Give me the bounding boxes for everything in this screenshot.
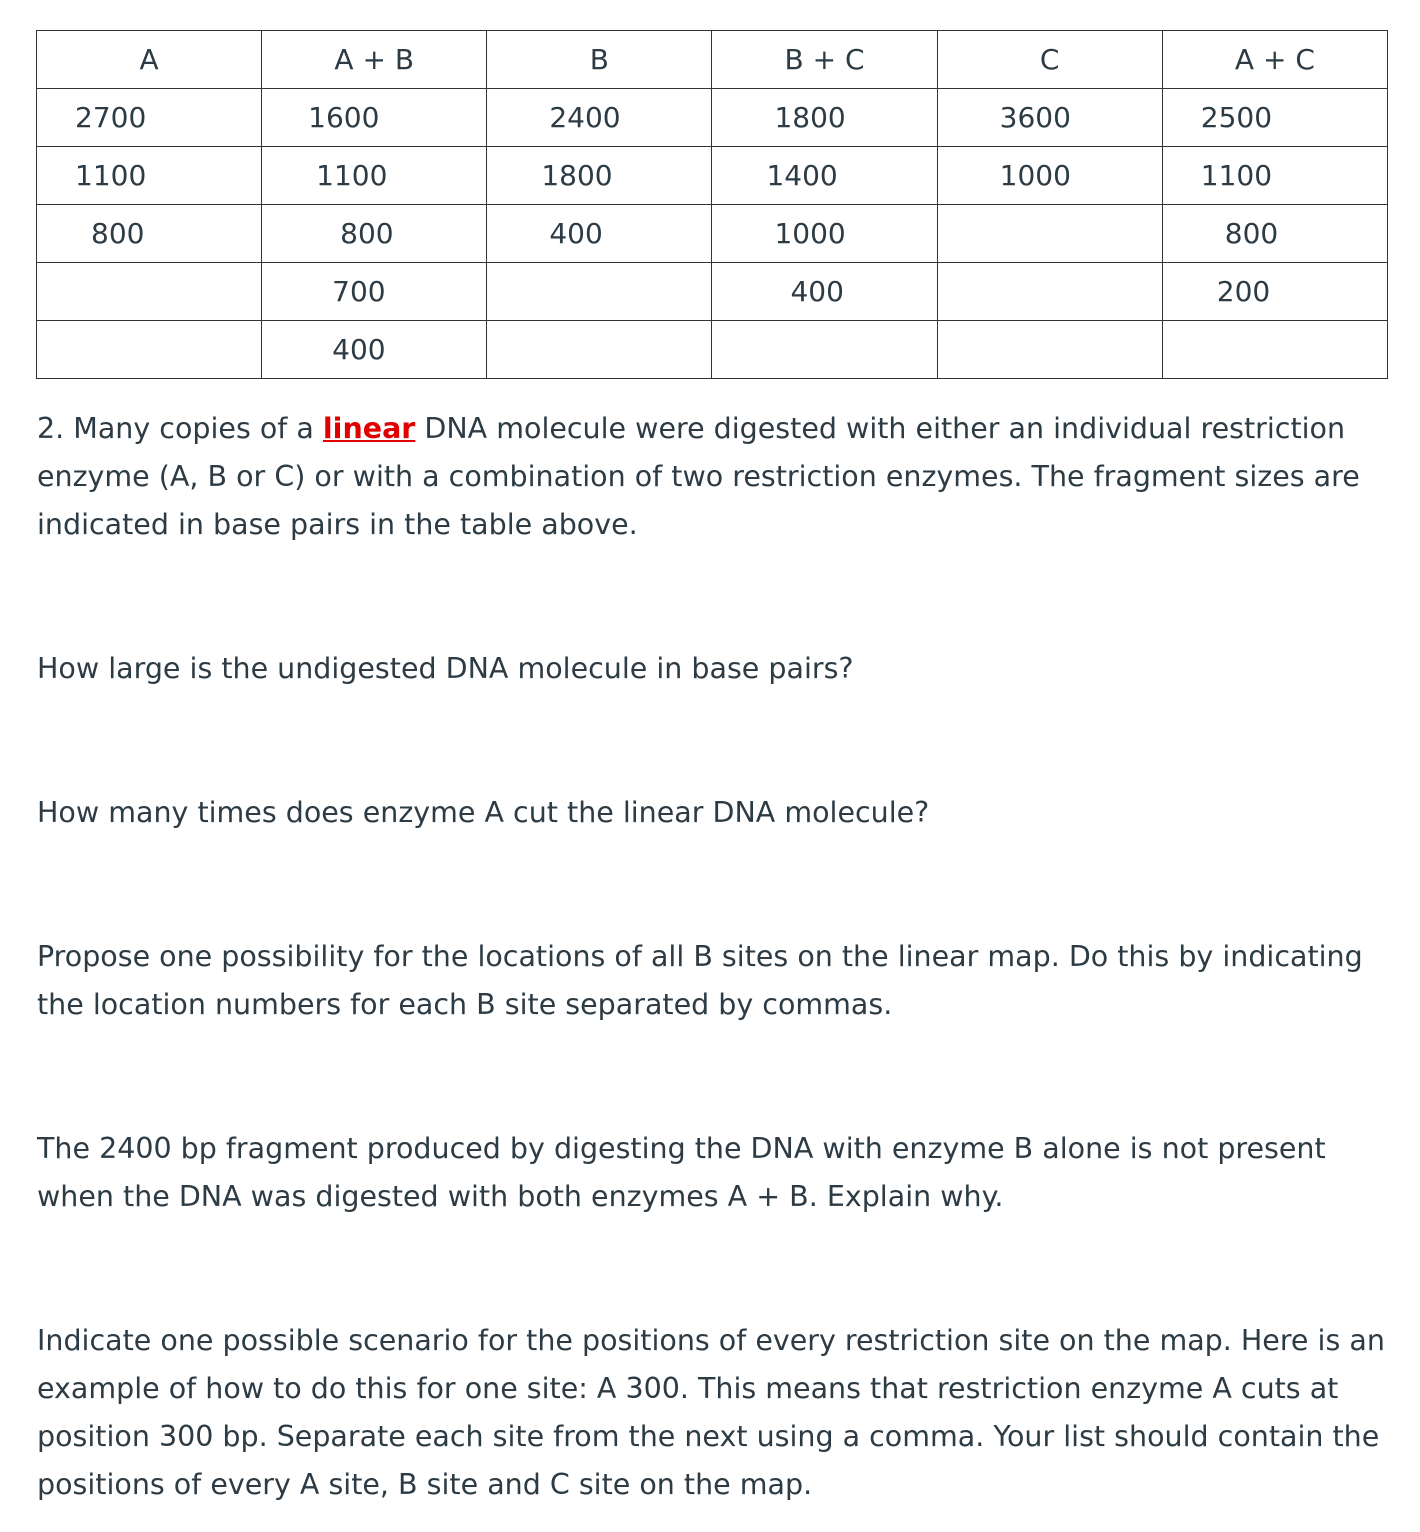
- table-cell: [37, 263, 262, 321]
- cell-value: 2400: [549, 100, 621, 134]
- table-cell: [262, 89, 487, 147]
- table-cell: [712, 147, 937, 205]
- table-cell: [262, 205, 487, 263]
- question-undigested-size: How large is the undigested DNA molecule in base pairs?: [37, 652, 854, 685]
- question-enzyme-a-cuts: How many times does enzyme A cut the linear DNA molecule?: [37, 796, 930, 829]
- table-cell: [712, 205, 937, 263]
- table-row: [37, 321, 1388, 379]
- cell-value: 800: [91, 216, 145, 250]
- column-header-a-plus-b: A + B: [262, 31, 487, 89]
- table-row: [37, 205, 1388, 263]
- cell-value: 1100: [1200, 158, 1273, 192]
- table-cell: [37, 89, 262, 147]
- table-cell: [1162, 147, 1387, 205]
- table-cell: [712, 321, 937, 379]
- question-all-site-positions: Indicate one possible scenario for the positions of every restriction site on the map. Here is an example of how to do this for one site: A 300. This means that restriction enzyme A cuts at position 300 bp. Separate each site from the next using a comma. Your list should contain the positions of every A site, B site and C site on the map.: [37, 1324, 1385, 1501]
- cell-value: 1000: [774, 216, 846, 250]
- cell-value: 2700: [75, 100, 147, 134]
- cell-value: 700: [332, 274, 386, 308]
- table-cell: [937, 263, 1162, 321]
- table-cell: [37, 205, 262, 263]
- table-cell: [1162, 321, 1387, 379]
- table-cell: [937, 89, 1162, 147]
- question-b-site-locations: Propose one possibility for the locations of all B sites on the linear map. Do this by indicating the location numbers for each B site separated by commas.: [37, 940, 1363, 1021]
- intro-paragraph: [37, 405, 1397, 549]
- intro-suffix: DNA molecule were digested with either an individual restriction enzyme (A, B or C) or with a combination of two restriction enzymes. The fragment sizes are indicated in base pairs in the table above.: [37, 412, 1360, 541]
- table-cell: [1162, 89, 1387, 147]
- fragment-size-table: [36, 30, 1388, 379]
- column-header-c: C: [937, 31, 1162, 89]
- question-2400-fragment: The 2400 bp fragment produced by digesting the DNA with enzyme B alone is not present when the DNA was digested with both enzymes A + B. Explain why.: [37, 1132, 1326, 1213]
- cell-value: 1400: [766, 158, 838, 192]
- table-cell: [937, 147, 1162, 205]
- cell-value: 3600: [999, 100, 1071, 134]
- cell-value: 1100: [316, 158, 388, 192]
- column-header-b: B: [487, 31, 712, 89]
- table-row: [37, 147, 1388, 205]
- table-cell: [487, 205, 712, 263]
- cell-value: 200: [1216, 274, 1271, 308]
- cell-value: 800: [340, 216, 394, 250]
- cell-value: 400: [790, 274, 844, 308]
- column-header-b-plus-c: B + C: [712, 31, 937, 89]
- table-cell: [487, 263, 712, 321]
- table-cell: [487, 147, 712, 205]
- cell-value: 1100: [75, 158, 147, 192]
- table-cell: [937, 205, 1162, 263]
- cell-value: 800: [1224, 216, 1279, 250]
- table-row: [37, 263, 1388, 321]
- cell-value: 1600: [308, 100, 380, 134]
- cell-value: 400: [549, 216, 603, 250]
- cell-value: 400: [332, 332, 386, 366]
- table-header-row: [37, 31, 1388, 89]
- table-cell: [712, 263, 937, 321]
- column-header-a: A: [37, 31, 262, 89]
- table-cell: [262, 321, 487, 379]
- table-cell: [712, 89, 937, 147]
- table-cell: [262, 147, 487, 205]
- table-row: [37, 89, 1388, 147]
- table-cell: [1162, 205, 1387, 263]
- intro-prefix: 2. Many copies of a: [37, 412, 323, 445]
- table-cell: [37, 321, 262, 379]
- cell-value: 1000: [999, 158, 1071, 192]
- table-cell: [262, 263, 487, 321]
- table-cell: [1162, 263, 1387, 321]
- table-cell: [937, 321, 1162, 379]
- table-cell: [487, 321, 712, 379]
- column-header-a-plus-c: A + C: [1162, 31, 1387, 89]
- table-cell: [487, 89, 712, 147]
- linear-emphasis: linear: [322, 412, 416, 445]
- cell-value: 2500: [1200, 100, 1273, 134]
- table-cell: [37, 147, 262, 205]
- cell-value: 1800: [774, 100, 846, 134]
- cell-value: 1800: [541, 158, 613, 192]
